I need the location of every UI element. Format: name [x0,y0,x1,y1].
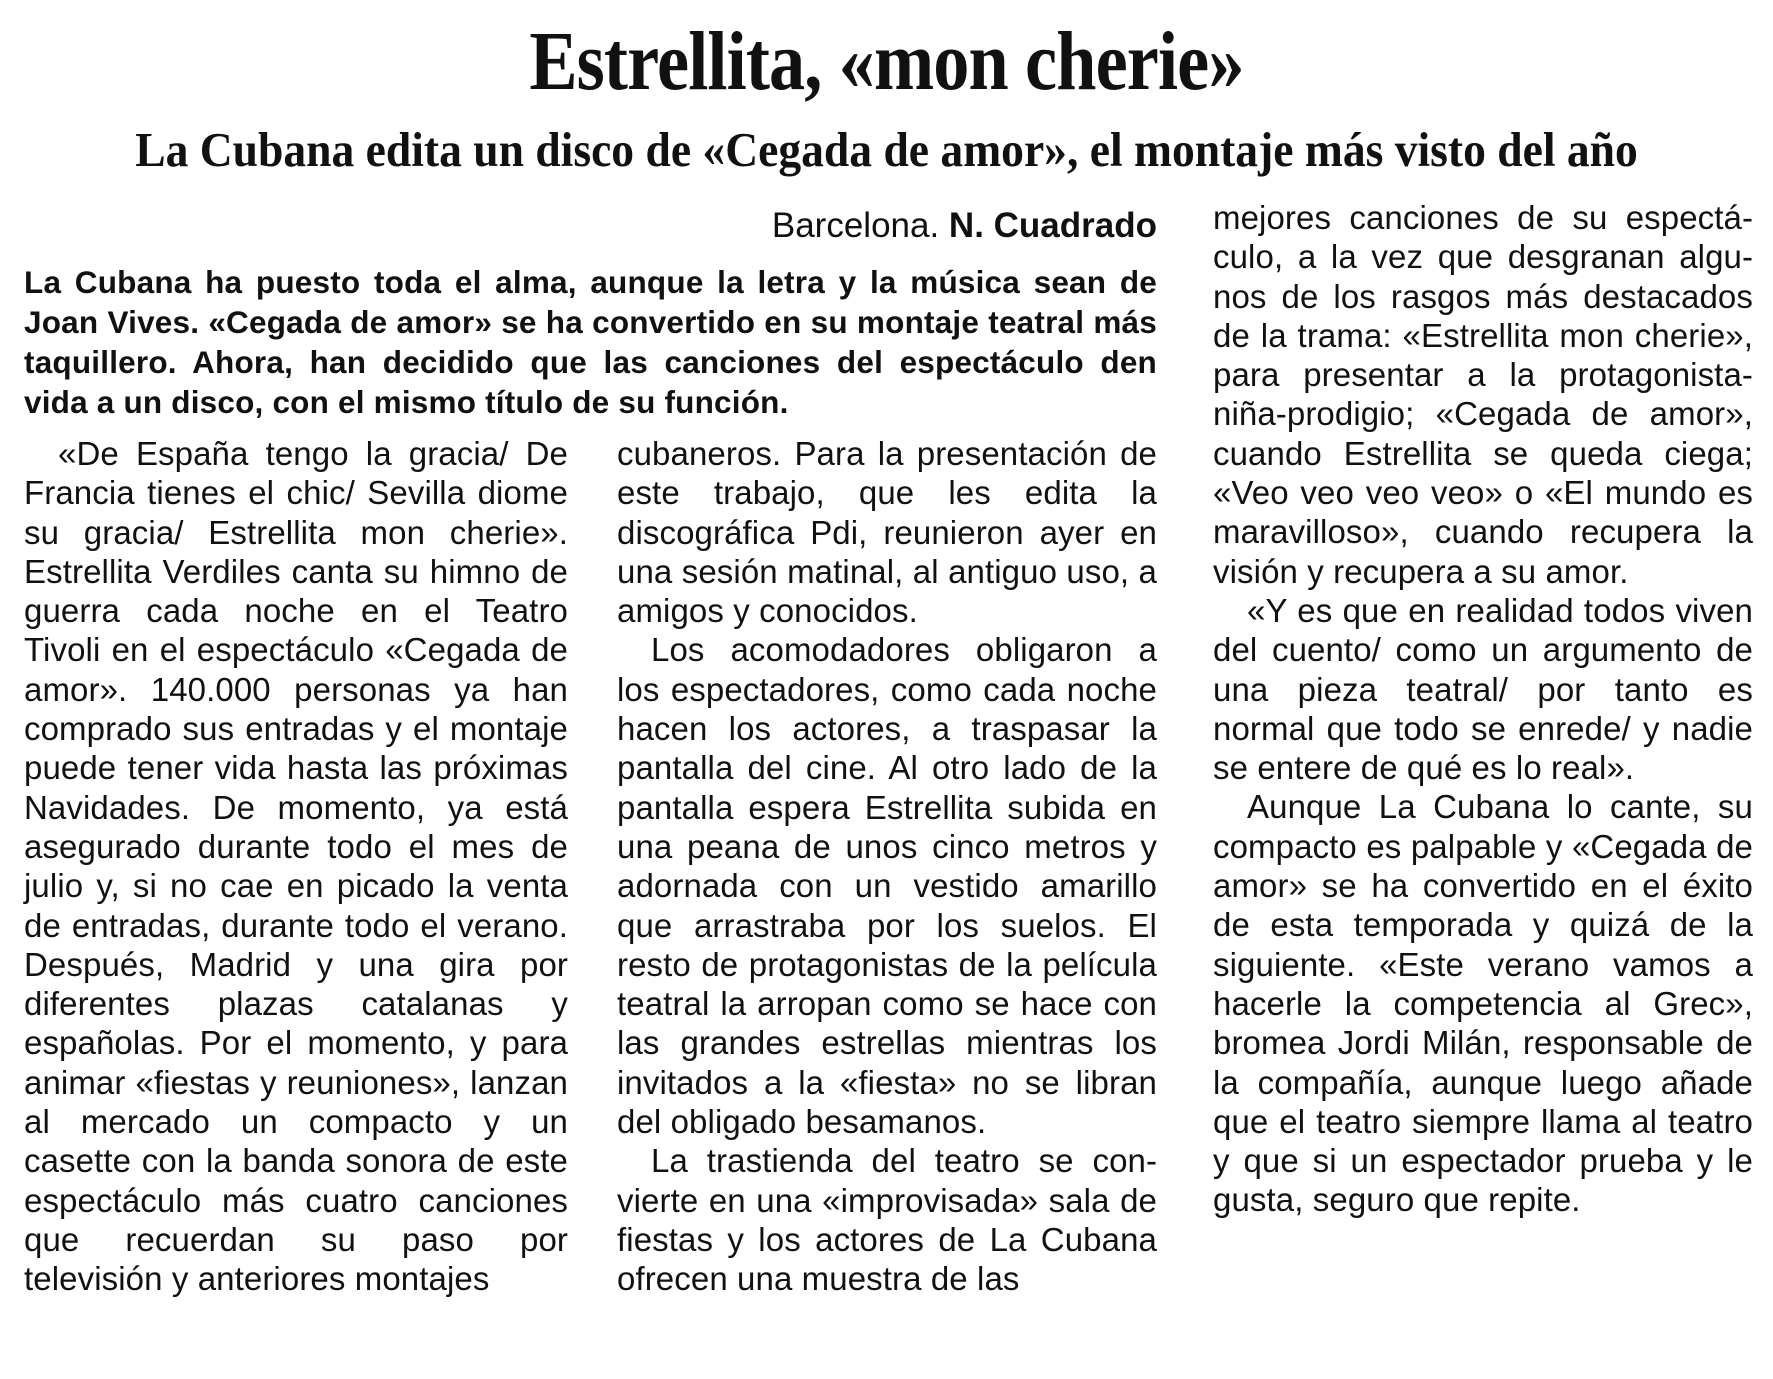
body-paragraph: «De España tengo la gracia/ De Francia tienes el chic/ Sevilla diome su gracia/ Estrellita mon cherie». Estrellita Verdiles canta su himno de guerra cada noche en el Teatro Tivoli en el espectáculo «Cegada de amor». 140.000 personas ya han comprado sus entradas y el montaje puede tener vida hasta las próximas Navidades. De momento, ya está asegurado durante todo el mes de julio y, si no cae en picado la venta de entradas, durante todo el verano. Después, Madrid y una gira por diferentes plazas catalanas y españolas. Por el momento, y para animar «fiestas y reuniones», lanzan al mercado un compacto y un casette con la banda sonora de este espectáculo más cuatro canciones que recuerdan su paso por televisión y anteriores montajes [24,435,568,1298]
byline [24,204,1157,248]
body-paragraph: La trastienda del teatro se convierte en una «improvisada» sala de fiestas y los actores de La Cubana ofrecen una muestra de las [617,1142,1157,1298]
byline-author: N. Cuadrado [948,206,1157,245]
body-paragraph-continued: mejores canciones de su espectáculo, a la vez que desgranan algunos de los rasgos más destacados de la trama: «Estrellita mon cherie», para presentar a la protagonista-niña-prodigio; «Cegada de amor», cuando Estrellita se queda ciega; «Veo veo veo veo» o «El mundo es maravilloso», cuando recupera la visión y recupera a su amor. [1213,199,1753,590]
body-paragraph: Aunque La Cubana lo cante, su compacto es palpable y «Cegada de amor» se ha convertido en el éxito de esta temporada y quizá de la siguiente. «Este verano vamos a hacerle la competencia al Grec», bromea Jordi Milán, responsable de la compañía, aunque luego añade que el teatro siempre llama al teatro y que si un espectador prueba y le gusta, seguro que repite. [1213,788,1753,1219]
lead-paragraph: La Cubana ha puesto toda el alma, aunque la letra y la música sean de Joan Vives. «Cegada de amor» se ha convertido en su montaje teatral más taquillero. Ahora, han decidido que las canciones del espectáculo den vida a un disco, con el mismo título de su función. [24,264,1157,420]
byline-place: Barcelona. [771,206,940,245]
column-3 [1213,198,1753,1220]
body-paragraph-continued: cubaneros. Para la presentación de este trabajo, que les edita la discográfica Pdi, reunieron ayer en una sesión matinal, al antiguo uso, a amigos y conocidos. [617,435,1157,630]
column-2 [617,434,1157,1299]
column-1 [24,434,568,1299]
body-paragraph: Los acomodadores obligaron a los espectadores, como cada noche hacen los actores, a traspasar la pantalla del cine. Al otro lado de la pantalla espera Estrellita subida en una peana de unos cinco metros y adornada con un vestido amarillo que arrastraba por los suelos. El resto de protagonistas de la película teatral la arropan como se hace con las grandes estrellas mientras los invitados a la «fiesta» no se libran del obligado besamanos. [617,631,1157,1141]
subheadline: La Cubana edita un disco de «Cegada de amor», el montaje más visto del año [135,122,1638,177]
headline: Estrellita, «mon cherie» [529,15,1244,108]
body-paragraph: «Y es que en realidad todos viven del cuento/ como un argumento de una pieza teatral/ por tanto es normal que todo se enrede/ y nadie se entere de qué es lo real». [1213,591,1753,787]
